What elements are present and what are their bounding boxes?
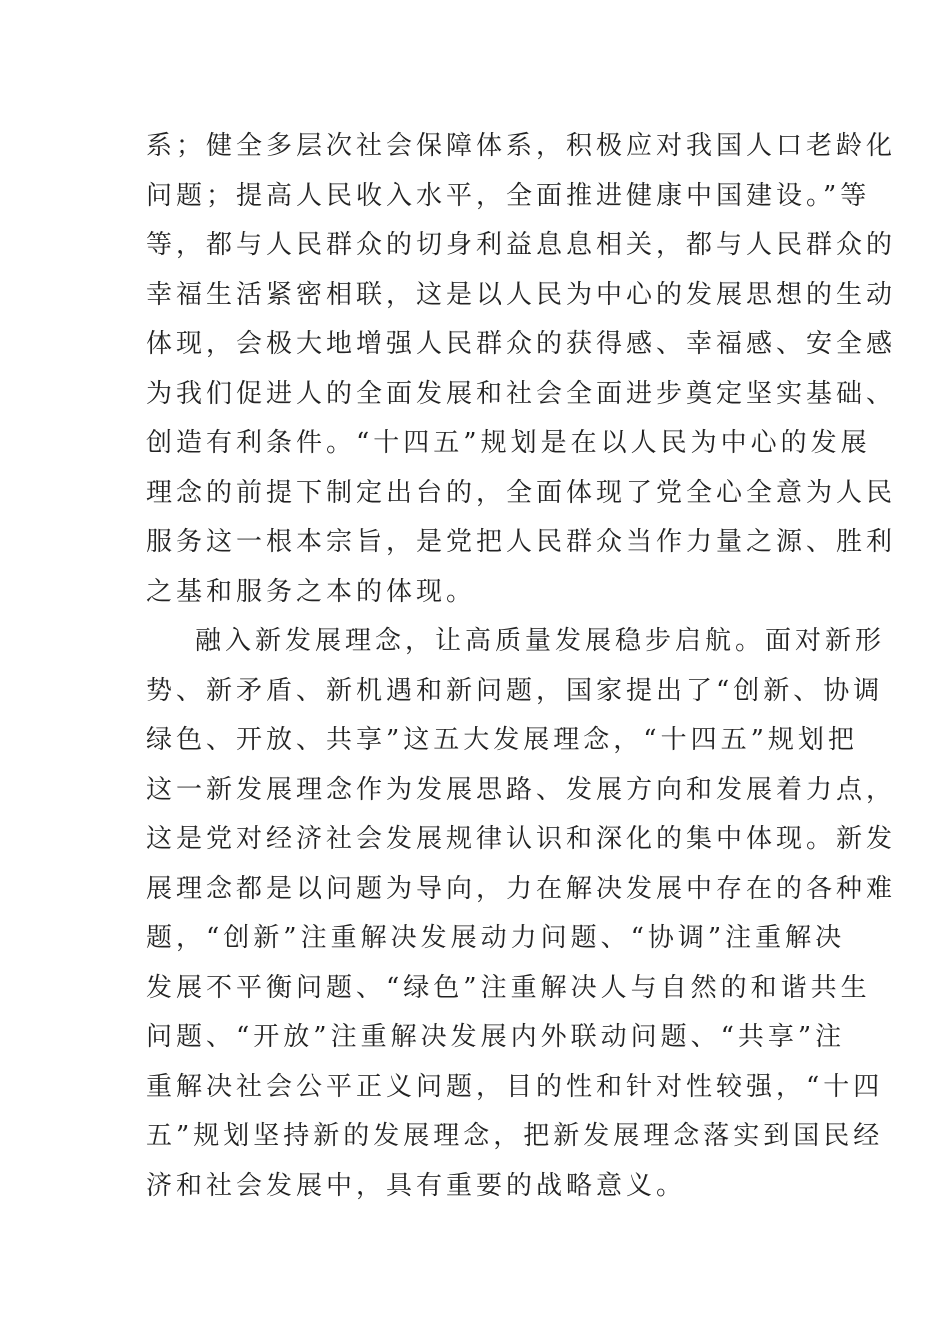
text-line: 绿色、开放、共享”这五大发展理念，“十四五”规划把 (146, 725, 858, 755)
text-line: 问题；提高人民收入水平，全面推进健康中国建设。”等 (146, 180, 871, 211)
text-line: 理念的前提下制定出台的，全面体现了党全心全意为人民 (146, 477, 897, 508)
text-line: 系；健全多层次社会保障体系，积极应对我国人口老龄化 (146, 131, 897, 161)
text-line: 融入新发展理念，让高质量发展稳步启航。面对新形 (146, 626, 886, 656)
text-line: 这一新发展理念作为发展思路、发展方向和发展着力点， (146, 774, 897, 805)
text-line: 服务这一根本宗旨，是党把人民群众当作力量之源、胜利 (146, 527, 897, 557)
body-text (146, 122, 897, 1211)
text-line: 济和社会发展中，具有重要的战略意义。 (146, 1170, 687, 1201)
text-line: 等，都与人民群众的切身利益息息相关，都与人民群众的 (146, 230, 897, 260)
text-line: 发展不平衡问题、“绿色”注重解决人与自然的和谐共生 (146, 972, 871, 1003)
text-line: 这是党对经济社会发展规律认识和深化的集中体现。新发 (146, 824, 897, 854)
text-line: 幸福生活紧密相联，这是以人民为中心的发展思想的生动 (146, 279, 897, 310)
text-line: 问题、“开放”注重解决发展内外联动问题、“共享”注 (146, 1022, 846, 1052)
text-line: 五”规划坚持新的发展理念，把新发展理念落实到国民经 (146, 1121, 884, 1151)
text-line: 势、新矛盾、新机遇和新问题，国家提出了“创新、协调 (146, 675, 884, 706)
text-line: 之基和服务之本的体现。 (146, 576, 477, 607)
text-line: 体现，会极大地增强人民群众的获得感、幸福感、安全感 (146, 329, 897, 359)
text-line: 重解决社会公平正义问题，目的性和针对性较强，“十四 (146, 1071, 884, 1102)
text-line: 为我们促进人的全面发展和社会全面进步奠定坚实基础、 (146, 378, 897, 409)
text-line: 创造有利条件。“十四五”规划是在以人民为中心的发展 (146, 428, 871, 458)
text-line: 展理念都是以问题为导向，力在解决发展中存在的各种难 (146, 873, 897, 904)
text-line: 题，“创新”注重解决发展动力问题、“协调”注重解决 (146, 923, 846, 953)
